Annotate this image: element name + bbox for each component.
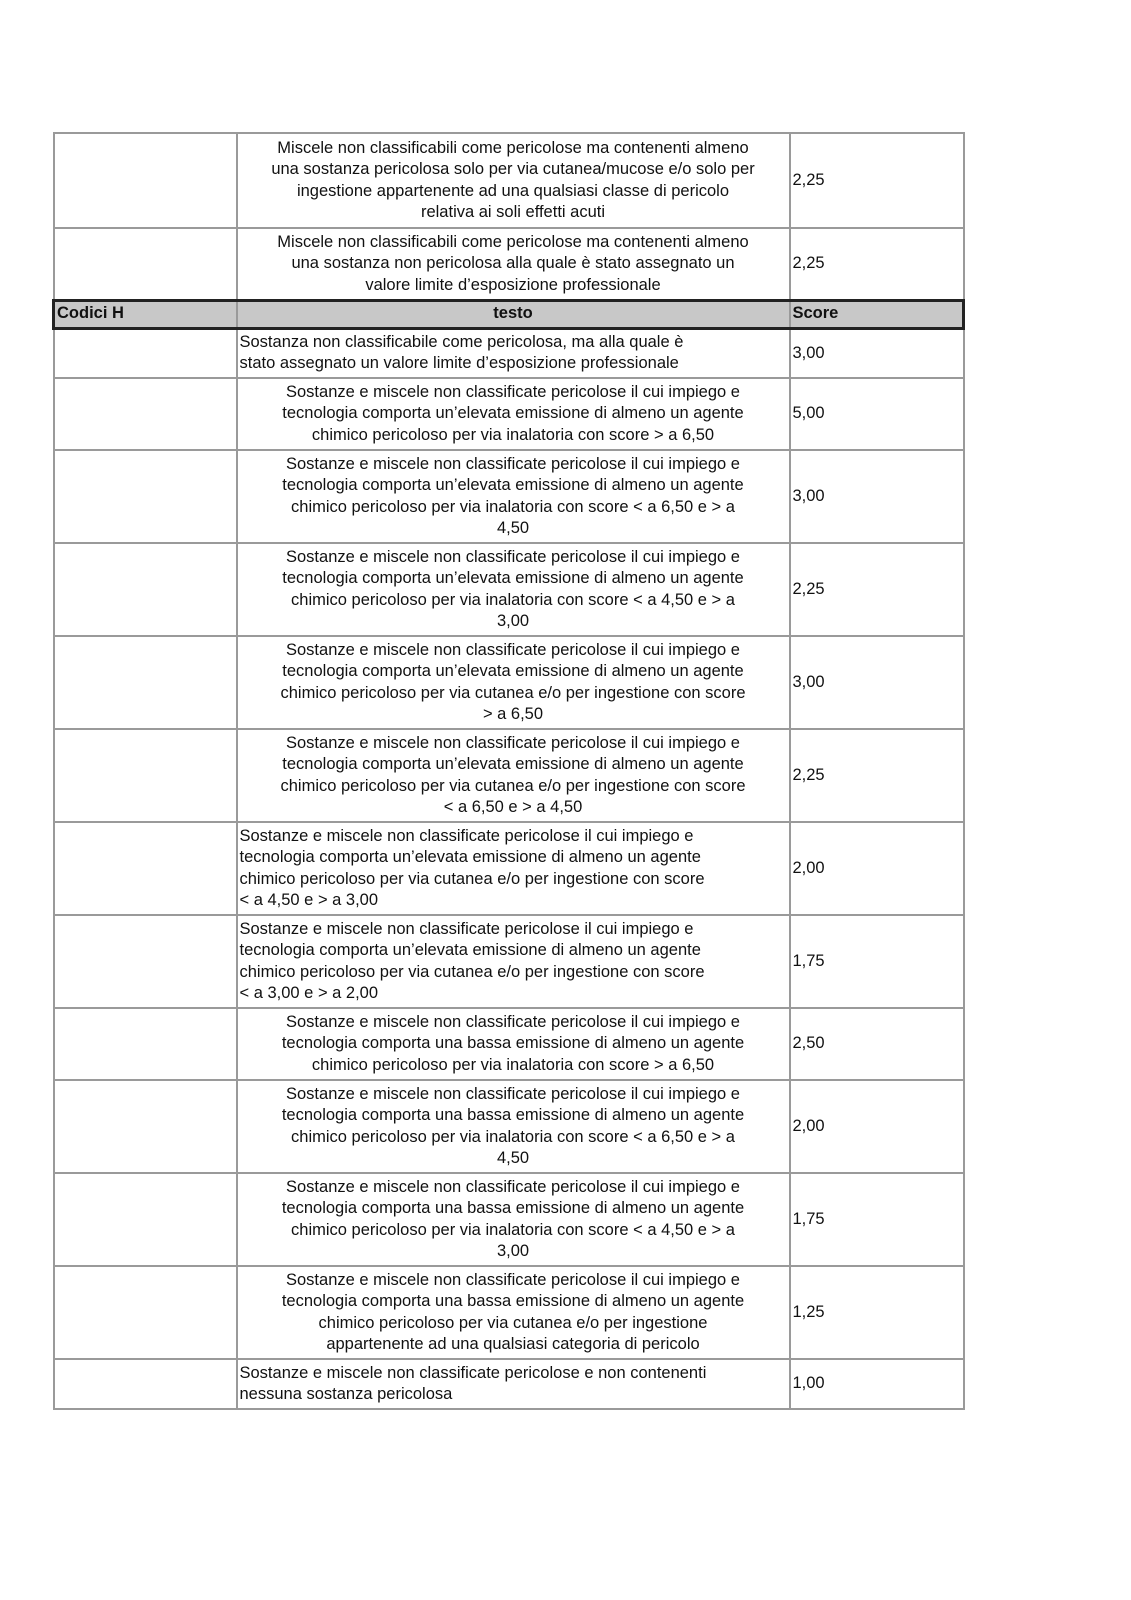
text-cell: Sostanze e miscele non classificate pericolose il cui impiego e tecnologia comporta una bassa emissione di almeno un agente chimico pericoloso per via inalatoria con score > a 6,50 [237,1008,790,1080]
text-cell: Sostanze e miscele non classificate pericolose il cui impiego e tecnologia comporta una bassa emissione di almeno un agente chimico pericoloso per via inalatoria con score < a 6,50 e > a 4,50 [237,1080,790,1173]
table-row [54,450,964,543]
code-cell [54,915,237,1008]
header-text: testo [237,300,790,328]
text-cell: Sostanze e miscele non classificate pericolose il cui impiego e tecnologia comporta un’elevata emissione di almeno un agente chimico pericoloso per via cutanea e/o per ingestione con score < a 6,50 e > a 4,50 [237,729,790,822]
table-row [54,1359,964,1409]
header-codes: Codici H [54,300,237,328]
table-row [54,543,964,636]
table-row [54,915,964,1008]
score-cell: 1,75 [790,915,964,1008]
code-cell [54,228,237,300]
score-cell: 2,25 [790,543,964,636]
table-row [54,636,964,729]
score-cell: 1,25 [790,1266,964,1359]
code-cell [54,636,237,729]
text-cell: Miscele non classificabili come pericolose ma contenenti almeno una sostanza pericolosa solo per via cutanea/mucose e/o solo per ingestione appartenente ad una qualsiasi classe di pericolo relativa ai soli effetti acuti [237,133,790,228]
text-cell: Sostanze e miscele non classificate pericolose il cui impiego e tecnologia comporta un’elevata emissione di almeno un agente chimico pericoloso per via inalatoria con score < a 4,50 e > a 3,00 [237,543,790,636]
score-cell: 2,50 [790,1008,964,1080]
code-cell [54,822,237,915]
code-cell [54,1173,237,1266]
score-cell: 2,00 [790,822,964,915]
score-cell: 2,25 [790,228,964,300]
table-row [54,133,964,228]
score-table-body [54,133,964,1409]
table-row [54,1266,964,1359]
code-cell [54,450,237,543]
text-cell: Sostanze e miscele non classificate pericolose il cui impiego e tecnologia comporta una bassa emissione di almeno un agente chimico pericoloso per via inalatoria con score < a 4,50 e > a 3,00 [237,1173,790,1266]
code-cell [54,729,237,822]
text-cell: Sostanza non classificabile come pericolosa, ma alla quale è stato assegnato un valore limite d’esposizione professionale [237,328,790,378]
text-cell: Sostanze e miscele non classificate pericolose il cui impiego e tecnologia comporta una bassa emissione di almeno un agente chimico pericoloso per via cutanea e/o per ingestione appartenente ad una qualsiasi categoria di pericolo [237,1266,790,1359]
code-cell [54,543,237,636]
table-row [54,1173,964,1266]
text-cell: Miscele non classificabili come pericolose ma contenenti almeno una sostanza non pericolosa alla quale è stato assegnato un valore limite d’esposizione professionale [237,228,790,300]
table-row [54,1080,964,1173]
text-cell: Sostanze e miscele non classificate pericolose il cui impiego e tecnologia comporta un’elevata emissione di almeno un agente chimico pericoloso per via cutanea e/o per ingestione con score < a 4,50 e > a 3,00 [237,822,790,915]
score-cell: 2,00 [790,1080,964,1173]
score-cell: 2,25 [790,133,964,228]
table-row [54,1008,964,1080]
code-cell [54,378,237,450]
table-row [54,328,964,378]
score-cell: 2,25 [790,729,964,822]
score-cell: 3,00 [790,328,964,378]
text-cell: Sostanze e miscele non classificate pericolose e non contenenti nessuna sostanza pericolosa [237,1359,790,1409]
code-cell [54,1080,237,1173]
text-cell: Sostanze e miscele non classificate pericolose il cui impiego e tecnologia comporta un’elevata emissione di almeno un agente chimico pericoloso per via cutanea e/o per ingestione con score < a 3,00 e > a 2,00 [237,915,790,1008]
table-header-row [54,300,964,328]
code-cell [54,1359,237,1409]
table-row [54,822,964,915]
table-row [54,378,964,450]
score-cell: 5,00 [790,378,964,450]
code-cell [54,1008,237,1080]
score-cell: 1,00 [790,1359,964,1409]
code-cell [54,328,237,378]
code-cell [54,133,237,228]
text-cell: Sostanze e miscele non classificate pericolose il cui impiego e tecnologia comporta un’elevata emissione di almeno un agente chimico pericoloso per via inalatoria con score < a 6,50 e > a 4,50 [237,450,790,543]
code-cell [54,1266,237,1359]
table-row [54,228,964,300]
score-cell: 3,00 [790,636,964,729]
table-row [54,729,964,822]
header-score: Score [790,300,964,328]
score-table [52,132,965,1410]
text-cell: Sostanze e miscele non classificate pericolose il cui impiego e tecnologia comporta un’elevata emissione di almeno un agente chimico pericoloso per via cutanea e/o per ingestione con score > a 6,50 [237,636,790,729]
score-cell: 1,75 [790,1173,964,1266]
score-cell: 3,00 [790,450,964,543]
text-cell: Sostanze e miscele non classificate pericolose il cui impiego e tecnologia comporta un’elevata emissione di almeno un agente chimico pericoloso per via inalatoria con score > a 6,50 [237,378,790,450]
